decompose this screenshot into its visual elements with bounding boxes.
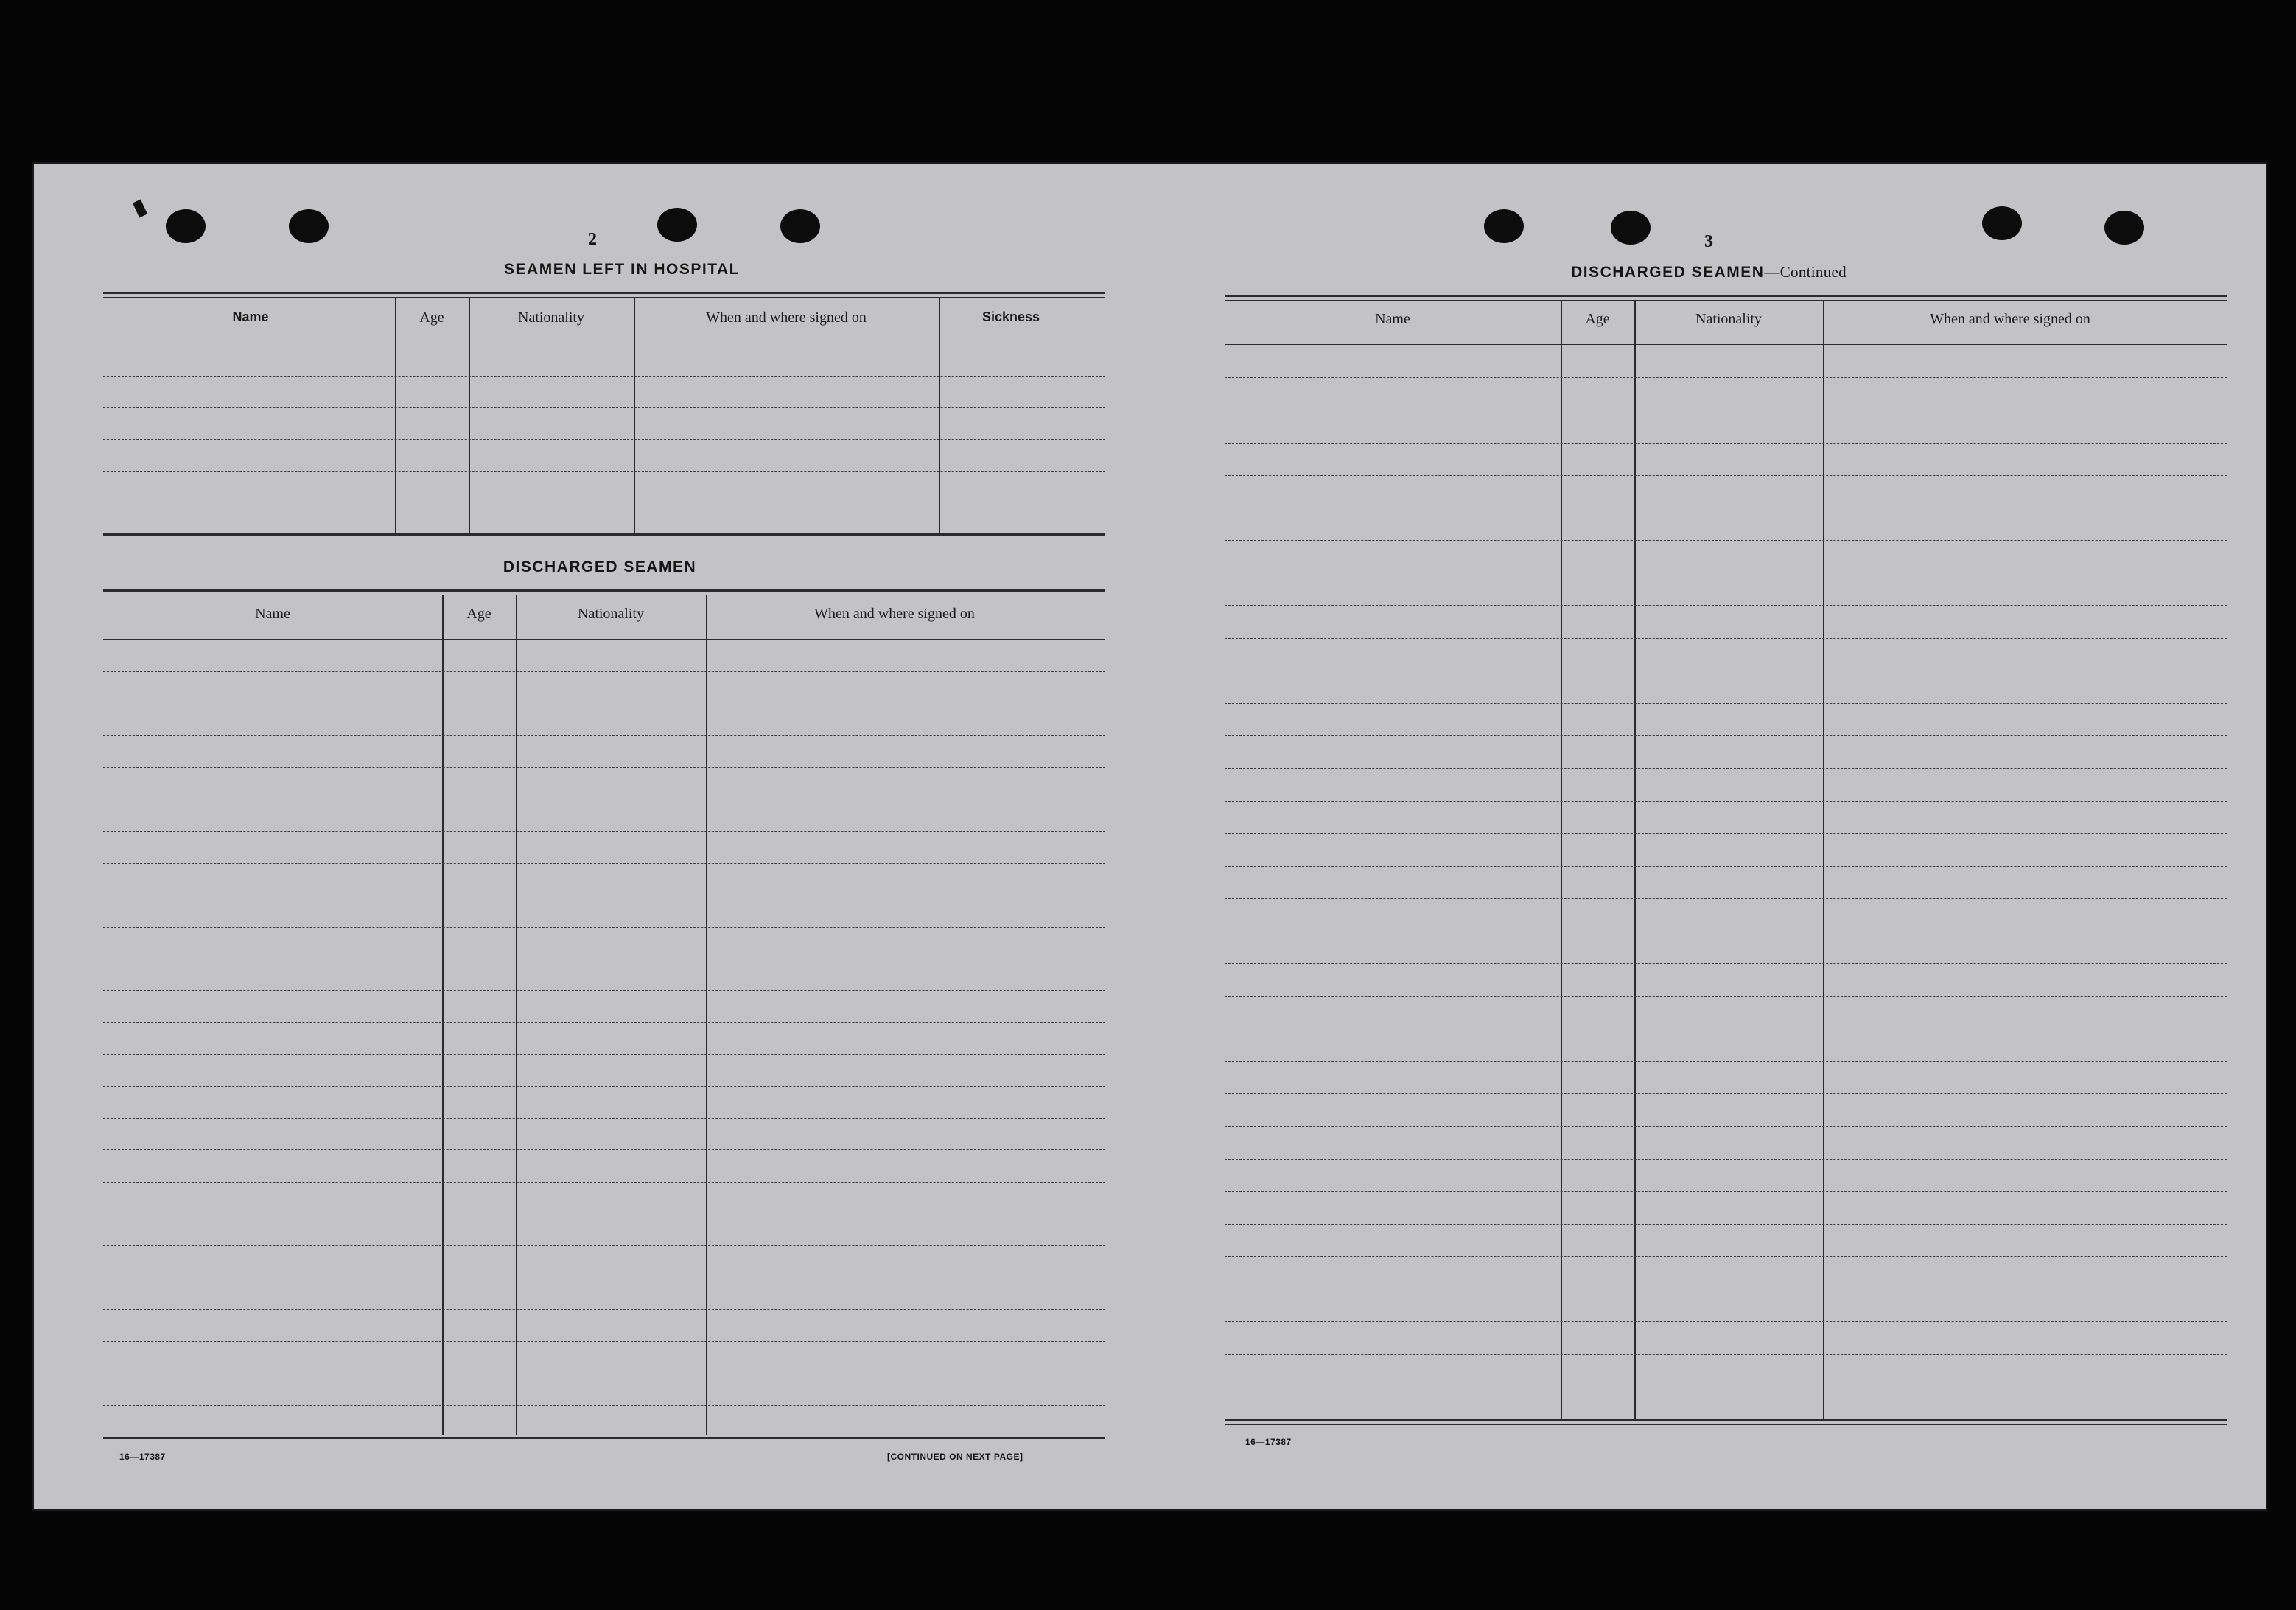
table-row-line — [1225, 443, 2227, 444]
hospital-header-nationality: Nationality — [518, 309, 584, 326]
table-row-line — [1225, 1126, 2227, 1127]
table-row-line — [1225, 768, 2227, 769]
discharged-top-rule — [103, 589, 1105, 592]
table-row-line — [103, 1405, 1105, 1406]
table-row-line — [1225, 377, 2227, 378]
page-number-left: 2 — [588, 230, 597, 249]
discharged-bottom-rule — [103, 1437, 1105, 1439]
right-col-divider — [1634, 301, 1636, 1419]
table-row-line — [1225, 638, 2227, 639]
right-bottom-rule — [1225, 1419, 2227, 1421]
hospital-col-divider — [634, 298, 635, 535]
discharged-header-name: Name — [255, 606, 290, 622]
right-section-title — [1432, 263, 1985, 281]
table-row-line — [1225, 735, 2227, 736]
punch-hole — [1611, 211, 1651, 245]
right-header-signed-on: When and where signed on — [1930, 311, 2090, 327]
table-row-line — [103, 831, 1105, 832]
table-row-line — [103, 735, 1105, 736]
punch-hole — [1982, 206, 2022, 240]
punch-hole — [1484, 209, 1524, 243]
table-row-line — [1225, 1256, 2227, 1257]
table-row-line — [1225, 1061, 2227, 1062]
right-col-divider — [1561, 301, 1562, 1419]
hospital-header-name: Name — [232, 309, 269, 324]
table-row-line — [1225, 1191, 2227, 1192]
right-header-name: Name — [1375, 311, 1410, 327]
table-row-line — [103, 1054, 1105, 1055]
punch-hole — [657, 208, 697, 242]
form-number-right: 16—17387 — [1245, 1437, 1292, 1447]
hospital-top-rule-2 — [103, 297, 1105, 298]
hospital-header-sickness: Sickness — [981, 309, 1040, 324]
table-row-line — [103, 767, 1105, 768]
discharged-header-signed-on: When and where signed on — [814, 606, 975, 622]
table-row-line — [1225, 866, 2227, 867]
punch-hole — [166, 209, 206, 243]
table-row-line — [103, 1149, 1105, 1150]
punch-hole — [780, 209, 820, 243]
table-row-line — [1225, 1354, 2227, 1355]
paper-scrap — [133, 199, 147, 217]
right-section-title-suffix: —Continued — [1764, 263, 1847, 281]
table-row-line — [1225, 703, 2227, 704]
table-row-line — [103, 990, 1105, 991]
table-row-line — [103, 671, 1105, 672]
table-row-line — [1225, 801, 2227, 802]
table-row-line — [103, 1309, 1105, 1310]
table-row-line — [1225, 1159, 2227, 1160]
table-row-line — [103, 863, 1105, 864]
hospital-col-divider — [939, 298, 940, 535]
table-row-line — [103, 471, 1105, 472]
right-section-title-main: DISCHARGED SEAMEN — [1571, 264, 1765, 281]
discharged-header-age: Age — [466, 606, 491, 622]
right-header-age: Age — [1585, 311, 1610, 327]
form-number-left: 16—17387 — [119, 1452, 166, 1462]
hospital-top-rule — [103, 292, 1105, 294]
discharged-header-nationality: Nationality — [578, 606, 644, 622]
table-row-line — [1225, 540, 2227, 541]
table-row-line — [103, 1245, 1105, 1246]
table-row-line — [103, 439, 1105, 440]
table-row-line — [1225, 1224, 2227, 1225]
discharged-section-title: DISCHARGED SEAMEN — [503, 559, 697, 575]
right-top-rule-2 — [1225, 300, 2227, 301]
table-row-line — [1225, 996, 2227, 997]
document-sheet — [32, 162, 2267, 1511]
table-row-line — [103, 1341, 1105, 1342]
table-row-line — [1225, 833, 2227, 834]
hospital-col-divider — [469, 298, 470, 535]
table-row-line — [103, 407, 1105, 408]
punch-hole — [289, 209, 329, 243]
punch-hole — [2104, 211, 2144, 245]
hospital-header-age: Age — [419, 309, 444, 326]
table-row-line — [1225, 605, 2227, 606]
continued-note: [CONTINUED ON NEXT PAGE] — [887, 1452, 1023, 1462]
table-row-line — [103, 1118, 1105, 1119]
table-row-line — [103, 376, 1105, 377]
table-row-line — [1225, 1093, 2227, 1094]
right-col-divider — [1823, 301, 1824, 1419]
table-row-line — [103, 1182, 1105, 1183]
table-row-line — [1225, 475, 2227, 476]
table-row-line — [1225, 963, 2227, 964]
right-header-nationality: Nationality — [1695, 311, 1762, 327]
discharged-header-rule — [103, 639, 1105, 640]
right-top-rule — [1225, 295, 2227, 297]
page-number-right: 3 — [1704, 232, 1713, 251]
right-bottom-rule-2 — [1225, 1424, 2227, 1425]
right-header-rule — [1225, 344, 2227, 345]
hospital-col-divider — [395, 298, 396, 535]
table-row-line — [103, 1022, 1105, 1023]
hospital-section-title: SEAMEN LEFT IN HOSPITAL — [504, 261, 740, 278]
table-row-line — [103, 927, 1105, 928]
hospital-header-signed-on: When and where signed on — [706, 309, 867, 326]
table-row-line — [1225, 898, 2227, 899]
table-row-line — [103, 1086, 1105, 1087]
hospital-bottom-rule — [103, 533, 1105, 536]
table-row-line — [1225, 1321, 2227, 1322]
